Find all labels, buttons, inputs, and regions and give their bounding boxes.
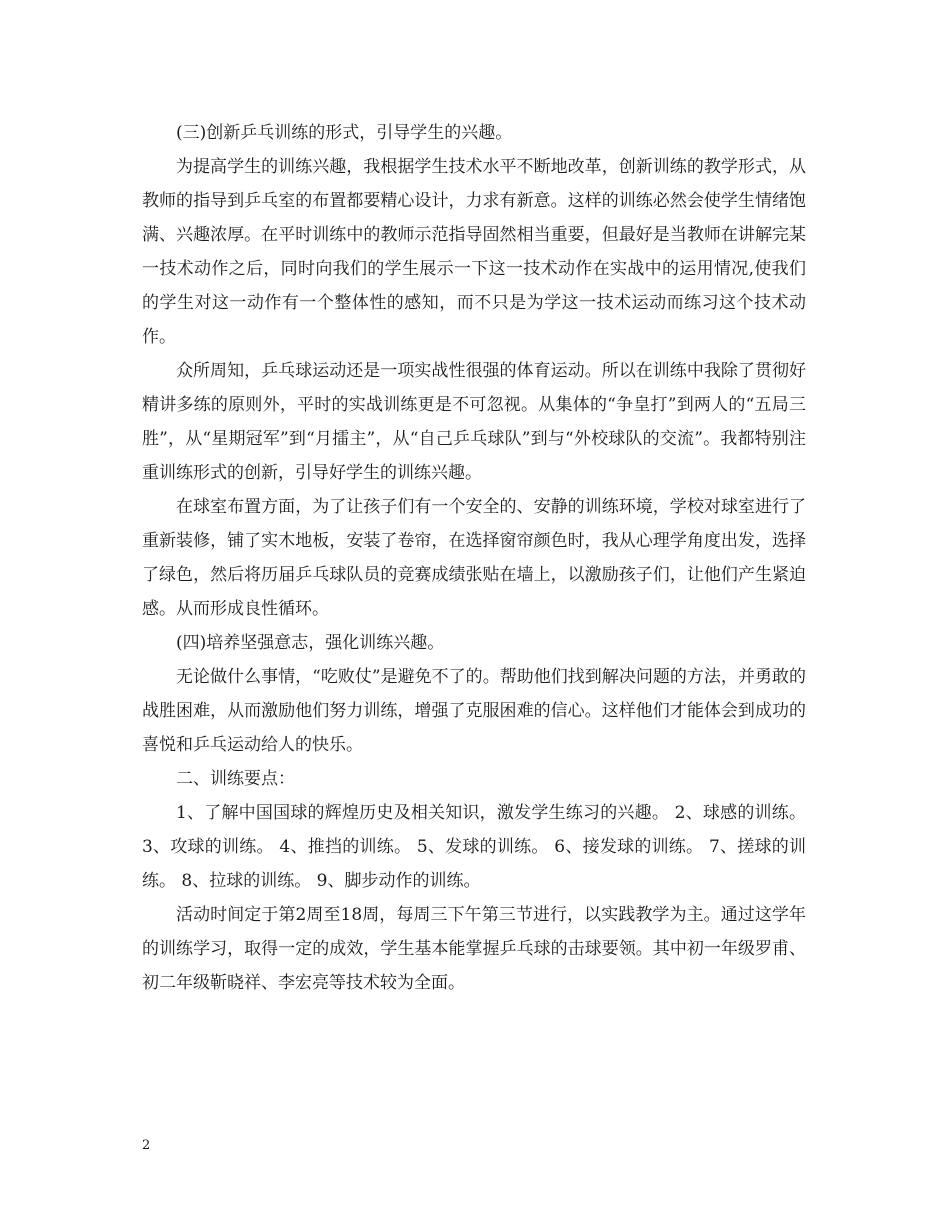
section-heading-training-points: 二、训练要点：: [176, 769, 295, 789]
section-heading-4: (四)培养坚强意志，强化训练兴趣。: [176, 633, 445, 653]
page-number: 2: [142, 1138, 151, 1153]
paragraph-practical-training: 众所周知，乒乓球运动还是一项实战性很强的体育运动。所以在训练中我除了贯彻好精讲多练的原则外，平时的实战训练更是不可忽视。从集体的“争皇打”到两人的“五局三胜”，从“星期冠军”到“月擂主”，从“自己乒乓球队”到与“外校球队的交流”。我都特别注重训练形式的创新，引导好学生的训练兴趣。: [142, 361, 806, 483]
paragraph-schedule-results: 活动时间定于第2周至18周，每周三下午第三节进行，以实践教学为主。通过这学年的训练学习，取得一定的成效，学生基本能掌握乒乓球的击球要领。其中初一年级罗甫、初二年级靳晓祥、李宏亮等技术较为全面。: [142, 905, 806, 993]
paragraph-room-layout: 在球室布置方面，为了让孩子们有一个安全的、安静的训练环境，学校对球室进行了重新装修，铺了实木地板，安装了卷帘，在选择窗帘颜色时，我从心理学角度出发，选择了绿色，然后将历届乒乓球队员的竞赛成绩张贴在墙上，以激励孩子们，让他们产生紧迫感。从而形成良性循环。: [142, 497, 806, 619]
paragraph-willpower: 无论做什么事情，“吃败仗”是避免不了的。帮助他们找到解决问题的方法，并勇敢的战胜困难，从而激励他们努力训练，增强了克服困难的信心。这样他们才能体会到成功的喜悦和乒乓运动给人的快乐。: [142, 667, 806, 755]
paragraph-training-points-list: 1、了解中国国球的辉煌历史及相关知识，激发学生练习的兴趣。 2、球感的训练。 3、攻球的训练。 4、推挡的训练。 5、发球的训练。 6、接发球的训练。 7、搓球的训练。 8、拉球的训练。 9、脚步动作的训练。: [142, 803, 806, 891]
paragraph-training-interest: 为提高学生的训练兴趣，我根据学生技术水平不断地改革，创新训练的教学形式，从教师的指导到乒乓室的布置都要精心设计，力求有新意。这样的训练必然会使学生情绪饱满、兴趣浓厚。在平时训练中的教师示范指导固然相当重要，但最好是当教师在讲解完某一技术动作之后，同时向我们的学生展示一下这一技术动作在实战中的运用情况,使我们的学生对这一动作有一个整体性的感知，而不只是为学这一技术运动而练习这个技术动作。: [142, 157, 806, 347]
section-heading-3: (三)创新乒乓训练的形式，引导学生的兴趣。: [176, 123, 513, 143]
body-text: [142, 116, 806, 1000]
